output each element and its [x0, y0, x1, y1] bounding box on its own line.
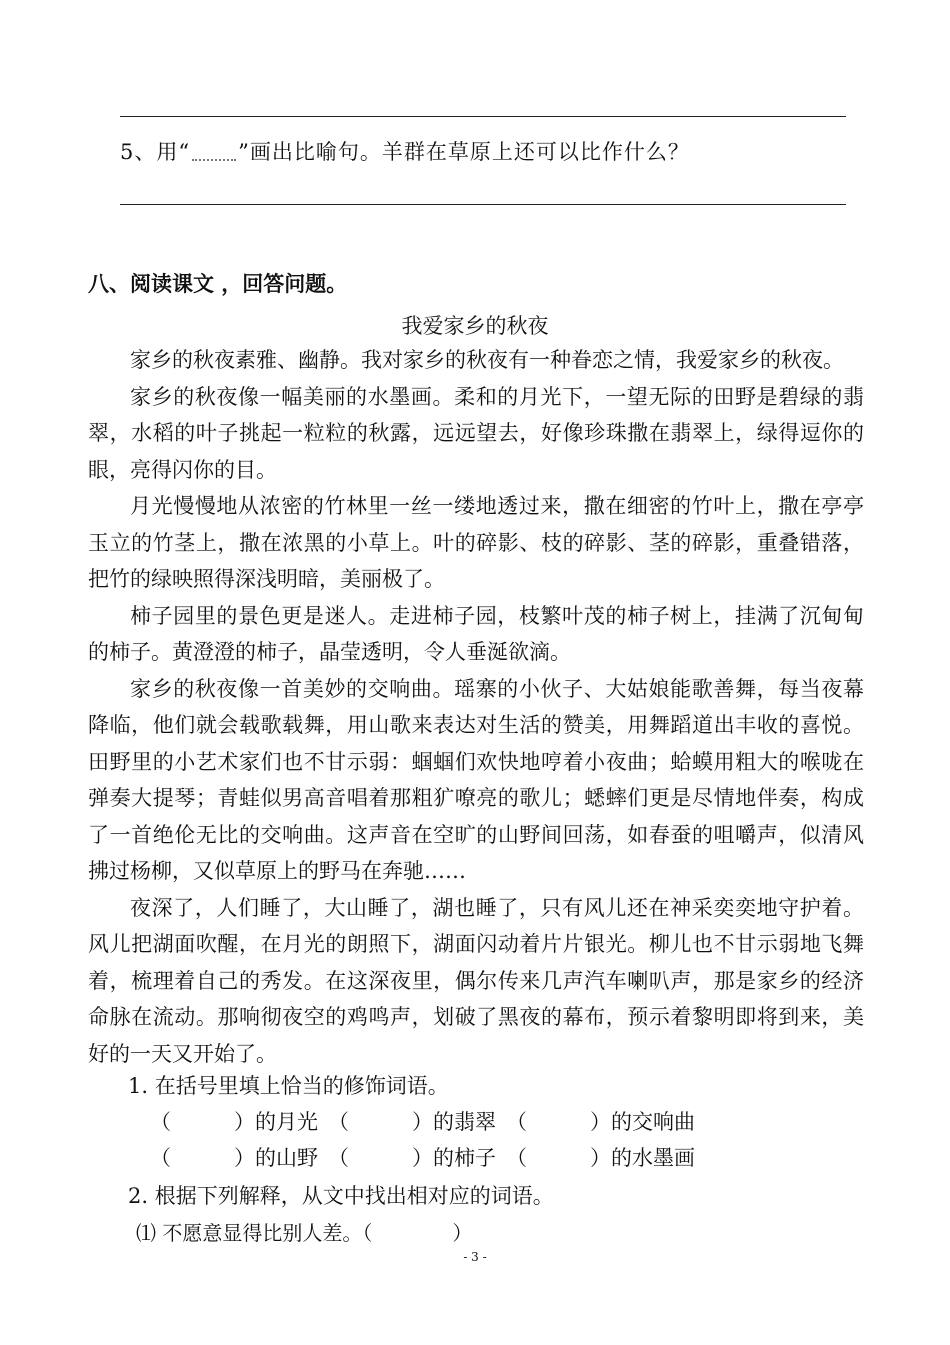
blank-item: （ ）的水墨画 [506, 1146, 695, 1170]
question-5 [120, 136, 690, 166]
blank-item: （ ）的山野 [150, 1146, 318, 1170]
page-number: - 3 - [463, 1250, 487, 1264]
question-1: 1. 在括号里填上恰当的修饰词语。 [128, 1074, 449, 1098]
paragraph: 月光慢慢地从浓密的竹林里一丝一缕地透过来，撒在细密的竹叶上，撒在亭亭玉立的竹茎上，撒在浓黑的小草上。叶的碎影、枝的碎影、茎的碎影，重叠错落，把竹的绿映照得深浅明暗，美丽极了。 [88, 494, 864, 591]
passage-title: 我爱家乡的秋夜 [401, 314, 549, 338]
answer-line [120, 204, 846, 205]
wavy-underline-mark [192, 141, 236, 161]
paragraph: 家乡的秋夜像一幅美丽的水墨画。柔和的月光下，一望无际的田野是碧绿的翡翠，水稻的叶子挑起一粒粒的秋露，远远望去，好像珍珠撒在翡翠上，绿得逗你的眼，亮得闪你的目。 [88, 384, 864, 482]
blank-item: （ ）的翡翠 [328, 1110, 496, 1134]
question-5-suffix: ”画出比喻句。羊群在草原上还可以比作什么？ [238, 140, 690, 164]
question-2: 2. 根据下列解释，从文中找出相对应的词语。 [128, 1184, 554, 1208]
paragraph: 夜深了，人们睡了，大山睡了，湖也睡了，只有风儿还在神采奕奕地守护着。风儿把湖面吹醒，在月光的朗照下，湖面闪动着片片银光。柳儿也不甘示弱地飞舞着，梳理着自己的秀发。在这深夜里，偶尔传来几声汽车喇叭声，那是家乡的经济命脉在流动。那响彻夜空的鸡鸣声，划破了黑夜的幕布，预示着黎明即将到来，美好的一天又开始了。 [88, 895, 864, 1066]
answer-line [120, 116, 846, 117]
blank-row-2 [150, 1142, 695, 1172]
passage-body [88, 342, 864, 1072]
blank-item: （ ）的柿子 [328, 1146, 496, 1170]
paragraph: 家乡的秋夜像一首美妙的交响曲。瑶寨的小伙子、大姑娘能歌善舞，每当夜幕降临，他们就会载歌载舞，用山歌来表达对生活的赞美，用舞蹈道出丰收的喜悦。田野里的小艺术家们也不甘示弱：蝈蝈们欢快地哼着小夜曲；蛤蟆用粗大的喉咙在弹奏大提琴；青蛙似男高音唱着那粗犷嘹亮的歌儿；蟋蟀们更是尽情地伴奏，构成了一首绝伦无比的交响曲。这声音在空旷的山野间回荡，如春蚕的咀嚼声，似清风拂过杨柳，又似草原上的野马在奔驰…… [88, 676, 864, 883]
blank-row-1 [150, 1106, 695, 1136]
question-2-sub-1: ⑴ 不愿意显得比别人差。（ ） [136, 1221, 473, 1245]
blank-item: （ ）的交响曲 [506, 1110, 695, 1134]
paragraph: 家乡的秋夜素雅、幽静。我对家乡的秋夜有一种眷恋之情，我爱家乡的秋夜。 [130, 348, 844, 372]
paragraph: 柿子园里的景色更是迷人。走进柿子园，枝繁叶茂的柿子树上，挂满了沉甸甸的柿子。黄澄澄的柿子，晶莹透明，令人垂涎欲滴。 [88, 603, 864, 664]
question-5-prefix: 5、用“ [120, 140, 191, 164]
blank-item: （ ）的月光 [150, 1110, 318, 1134]
section-heading: 八、阅读课文 ，回答问题。 [88, 271, 348, 296]
